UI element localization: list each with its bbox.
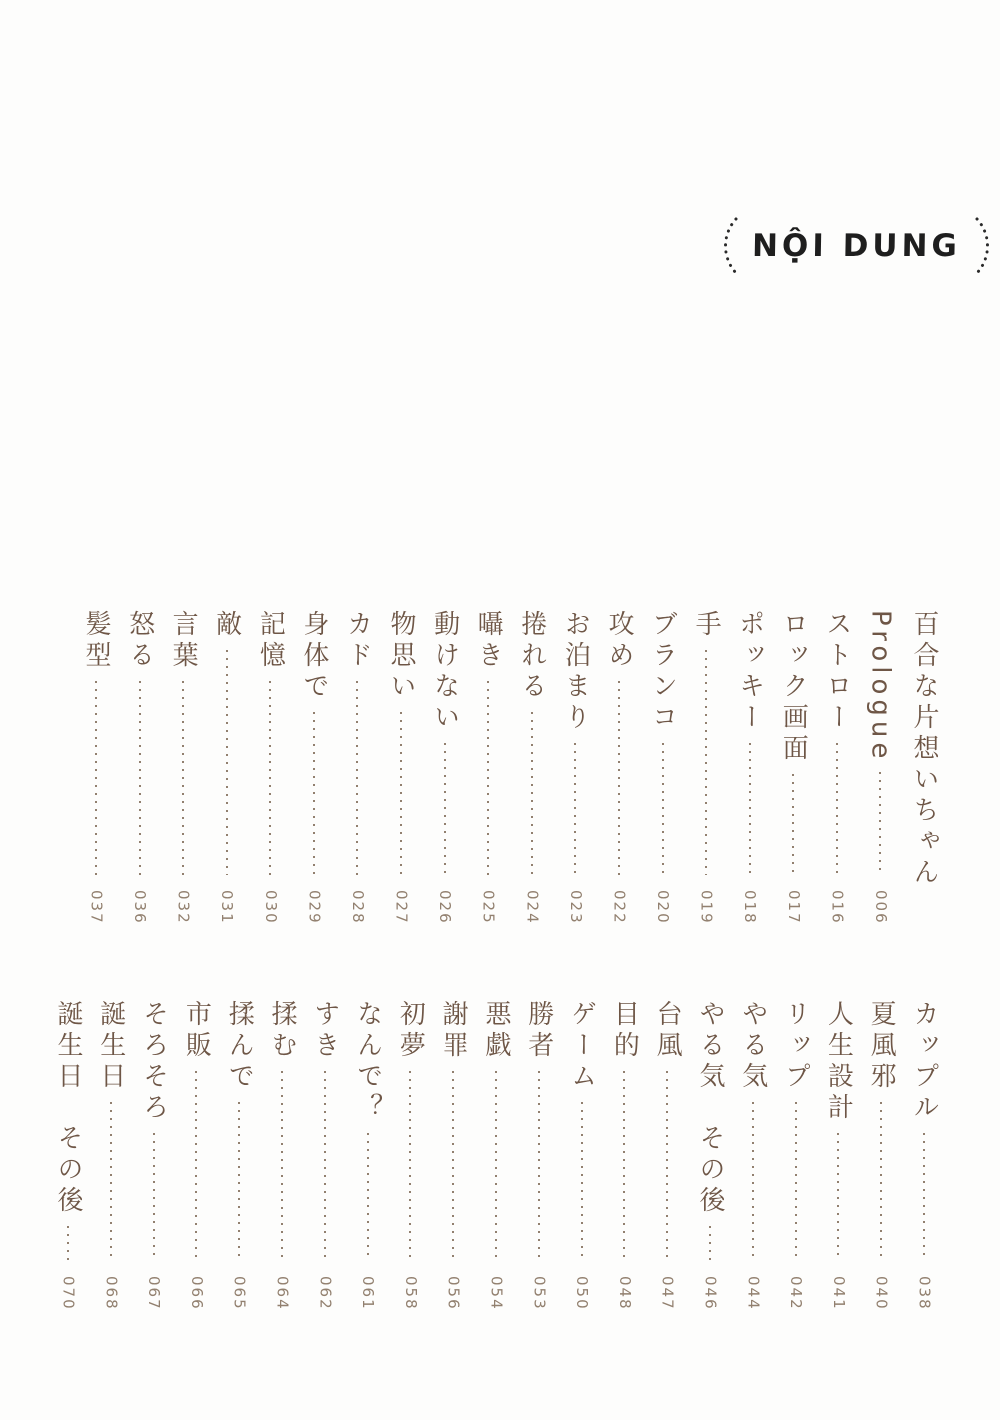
toc-entry-title: 誕生日 <box>95 1000 126 1093</box>
toc-entry-title: なんで？ <box>352 1000 383 1124</box>
toc-entry-title: 怒る <box>124 610 155 672</box>
toc-entry <box>261 1000 303 1326</box>
toc-entry-page-number: 030 <box>261 890 280 925</box>
toc-entry <box>859 610 901 940</box>
toc-entry <box>772 610 814 940</box>
toc-entry <box>432 1000 474 1326</box>
toc-entry-title: 謝罪 <box>438 1000 469 1062</box>
toc-entry <box>90 1000 132 1326</box>
toc-entry-title: 人生設計 <box>823 1000 854 1124</box>
toc-entry <box>685 610 727 940</box>
toc-entry-page-number: 027 <box>392 890 411 925</box>
dotted-leader <box>879 772 881 875</box>
dotted-leader <box>752 1102 754 1261</box>
series-title-entry <box>903 610 945 940</box>
toc-entry <box>119 610 161 940</box>
dotted-leader <box>538 1071 540 1261</box>
toc-entry-title: カド <box>342 610 373 672</box>
dotted-leader <box>623 1071 625 1261</box>
dotted-leader <box>269 681 271 875</box>
toc-entry-title: 髪型 <box>81 610 111 672</box>
page-title: NỘI DUNG <box>751 228 962 264</box>
toc-entry <box>598 610 640 940</box>
dotted-arc-right-icon <box>973 214 997 278</box>
dotted-leader <box>313 712 315 875</box>
toc-entry-page-number: 016 <box>828 890 847 925</box>
dotted-leader <box>836 743 838 875</box>
toc-entry-title: 記憶 <box>255 610 286 672</box>
toc-entry-page-number: 066 <box>187 1276 206 1311</box>
dotted-leader <box>749 743 751 875</box>
toc-entry <box>475 1000 517 1326</box>
toc-entry <box>518 1000 560 1326</box>
dotted-leader <box>195 1071 197 1261</box>
toc-entry-title: ロック画面 <box>778 610 809 765</box>
toc-entry-page-number: 061 <box>359 1276 378 1311</box>
toc-entry-page-number: 018 <box>741 890 760 925</box>
toc-entry-title: 囁き <box>473 610 504 672</box>
dotted-leader <box>574 743 576 875</box>
dotted-leader <box>226 650 228 875</box>
toc-entry-title: ポッキー <box>734 610 765 734</box>
dotted-leader <box>923 1133 925 1261</box>
toc-entry-title: 身体で <box>298 610 329 703</box>
toc-entry <box>304 1000 346 1326</box>
toc-entry-page-number: 068 <box>102 1276 121 1311</box>
toc-entry-title: 敵 <box>211 610 242 641</box>
toc-entry <box>646 1000 688 1326</box>
toc-entry <box>389 1000 431 1326</box>
toc-entry <box>511 610 553 940</box>
toc-entry-page-number: 038 <box>915 1276 934 1311</box>
toc-entry-page-number: 046 <box>701 1276 720 1311</box>
dotted-leader <box>618 681 620 875</box>
toc-entry-title: ブランコ <box>647 610 678 734</box>
toc-entry-title: 揉む <box>266 1000 297 1062</box>
toc-entry-page-number: 040 <box>872 1276 891 1311</box>
toc-row-bottom <box>47 1000 945 1326</box>
toc-entry-page-number: 006 <box>871 890 890 925</box>
toc-entry-page-number: 053 <box>530 1276 549 1311</box>
toc-entry-page-number: 044 <box>744 1276 763 1311</box>
toc-entry-page-number: 054 <box>487 1276 506 1311</box>
toc-entry-page-number: 020 <box>654 890 673 925</box>
toc-entry-page-number: 023 <box>566 890 585 925</box>
toc-entry-title: そろそろ <box>138 1000 169 1124</box>
dotted-leader <box>444 743 446 875</box>
toc-entry-title: ゲーム <box>566 1000 597 1093</box>
toc-entry-page-number: 028 <box>348 890 367 925</box>
toc-entry-page-number: 025 <box>479 890 498 925</box>
dotted-leader <box>153 1133 155 1261</box>
toc-entry <box>47 1000 89 1326</box>
toc-entry-page-number: 064 <box>273 1276 292 1311</box>
toc-entry-title: 言葉 <box>168 610 199 672</box>
dotted-leader <box>367 1133 369 1261</box>
toc-entry <box>162 610 204 940</box>
toc-entry-title: カップル <box>908 1000 939 1124</box>
dotted-leader <box>110 1102 112 1261</box>
toc-entry <box>732 1000 774 1326</box>
toc-entry <box>603 1000 645 1326</box>
dotted-leader <box>662 743 664 875</box>
toc-entry <box>175 1000 217 1326</box>
toc-entry-page-number: 032 <box>174 890 193 925</box>
toc-entry-page-number: 042 <box>787 1276 806 1311</box>
dotted-leader <box>792 774 794 875</box>
toc-entry <box>249 610 291 940</box>
toc-entry <box>642 610 684 940</box>
toc-entry-page-number: 048 <box>615 1276 634 1311</box>
dotted-leader <box>581 1102 583 1261</box>
toc-entry-title: 手 <box>691 610 722 641</box>
dotted-leader <box>880 1102 882 1261</box>
toc-entry-title: 悪戯 <box>480 1000 511 1062</box>
toc-entry-title: リップ <box>780 1000 811 1093</box>
toc-entry-page-number: 017 <box>784 890 803 925</box>
toc-entry <box>561 1000 603 1326</box>
toc-entry-page-number: 022 <box>610 890 629 925</box>
toc-entry-title: すき <box>309 1000 340 1062</box>
toc-entry-title: 捲れる <box>516 610 547 703</box>
toc-entry-title: 百合な片想いちゃん <box>908 610 939 889</box>
toc-entry-page-number: 029 <box>305 890 324 925</box>
toc-entry <box>554 610 596 940</box>
toc-entry-title: 目的 <box>609 1000 640 1062</box>
toc-entry-title: やる気 <box>737 1000 768 1093</box>
toc-entry-page-number: 024 <box>523 890 542 925</box>
toc-entry-title: 初夢 <box>395 1000 426 1062</box>
toc-entry-page-number: 067 <box>145 1276 164 1311</box>
toc-entry <box>689 1000 731 1326</box>
toc-entry-title: 市販 <box>181 1000 212 1062</box>
dotted-leader <box>281 1071 283 1261</box>
toc-entry-page-number: 047 <box>658 1276 677 1311</box>
toc-entry-title: お泊まり <box>560 610 591 734</box>
toc-entry <box>336 610 378 940</box>
toc-entry-page-number: 037 <box>87 890 106 925</box>
dotted-leader <box>795 1102 797 1261</box>
dotted-leader <box>487 681 489 875</box>
toc-entry <box>903 1000 945 1326</box>
dotted-leader <box>139 681 141 875</box>
dotted-leader <box>400 712 402 875</box>
toc-entry-title: 動けない <box>429 610 460 734</box>
dotted-leader <box>709 1226 711 1261</box>
toc-entry-title: 誕生日 その後 <box>53 1000 83 1217</box>
toc-entry-title: 台風 <box>652 1000 683 1062</box>
toc-entry <box>729 610 771 940</box>
toc-entry-page-number: 065 <box>230 1276 249 1311</box>
toc-row-top <box>75 610 945 940</box>
toc-entry <box>467 610 509 940</box>
toc-entry <box>860 1000 902 1326</box>
dotted-leader <box>837 1133 839 1261</box>
dotted-leader <box>705 650 707 875</box>
toc-entry <box>293 610 335 940</box>
dotted-leader <box>67 1226 69 1261</box>
toc-entry-title: Prologue <box>865 610 896 764</box>
dotted-arc-left-icon <box>716 214 740 278</box>
toc-entry-page-number: 026 <box>436 890 455 925</box>
dotted-leader <box>182 681 184 875</box>
toc-entry-page-number: 041 <box>829 1276 848 1311</box>
toc-entry-page-number: 050 <box>573 1276 592 1311</box>
toc-entry <box>816 610 858 940</box>
contents-title-block <box>716 214 997 278</box>
toc-entry <box>347 1000 389 1326</box>
toc-entry-title: やる気 その後 <box>694 1000 725 1217</box>
toc-entry-title: 攻め <box>603 610 634 672</box>
toc-entry-title: 物思い <box>386 610 417 703</box>
dotted-leader <box>356 681 358 875</box>
toc-entry-title: 夏風邪 <box>866 1000 897 1093</box>
toc-entry-page-number: 031 <box>218 890 237 925</box>
toc-entry-page-number: 036 <box>131 890 150 925</box>
toc-entry <box>424 610 466 940</box>
dotted-leader <box>531 712 533 875</box>
toc-entry <box>817 1000 859 1326</box>
toc-entry-page-number: 019 <box>697 890 716 925</box>
toc-entry <box>218 1000 260 1326</box>
dotted-leader <box>409 1071 411 1261</box>
toc-entry <box>75 610 117 940</box>
toc-entry-page-number: 058 <box>401 1276 420 1311</box>
toc-entry-page-number: 062 <box>316 1276 335 1311</box>
toc-entry-page-number: 070 <box>59 1276 78 1311</box>
toc-entry-title: 勝者 <box>523 1000 554 1062</box>
toc-entry <box>380 610 422 940</box>
dotted-leader <box>452 1071 454 1261</box>
dotted-leader <box>324 1071 326 1261</box>
toc-entry-title: ストロー <box>821 610 852 734</box>
toc-entry <box>775 1000 817 1326</box>
dotted-leader <box>666 1071 668 1261</box>
toc-entry <box>206 610 248 940</box>
toc-entry-title: 揉んで <box>224 1000 255 1093</box>
dotted-leader <box>238 1102 240 1261</box>
toc-entry <box>133 1000 175 1326</box>
dotted-leader <box>95 681 97 875</box>
toc-entry-page-number: 056 <box>444 1276 463 1311</box>
dotted-leader <box>495 1071 497 1261</box>
